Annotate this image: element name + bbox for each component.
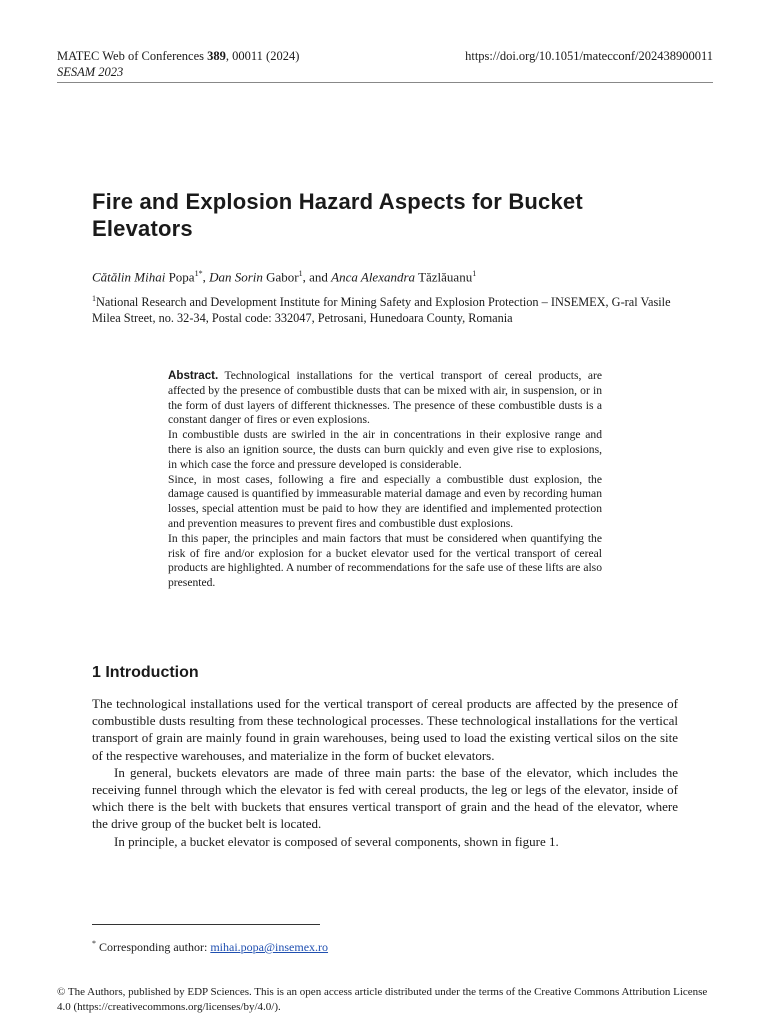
author-superscript: 1	[472, 269, 477, 278]
affiliation-superscript: 1	[92, 294, 96, 303]
body-paragraph: In general, buckets elevators are made of three main parts: the base of the elevator, which includes the receiving funnel through which the elevator is fed with cereal products, the leg or legs of the elevator, inside of which there is the belt with buckets that ensures vertical transport of grain and the head of the elevator, where the drive group of the bucket belt is located.	[92, 764, 678, 832]
section-body	[92, 695, 678, 850]
header-divider	[57, 82, 713, 83]
abstract-paragraph: In this paper, the principles and main factors that must be considered when quantifying the risk of fire and/or explosion for a bucket elevator used for the vertical transport of cereal products are highlighted. A number of recommendations for the safe use of these lifts are also presented.	[168, 531, 602, 590]
author-superscript: 1*	[194, 269, 203, 278]
corresponding-email-link[interactable]: mihai.popa@insemex.ro	[210, 940, 329, 954]
footnote	[92, 936, 328, 955]
author-superscript: 1	[298, 269, 303, 278]
abstract	[168, 369, 602, 591]
author-family-name: Gabor	[266, 269, 299, 285]
conference-name: SESAM 2023	[57, 65, 124, 79]
body-paragraph: The technological installations used for the vertical transport of cereal products are affected by the presence of combustible dusts resulting from these technological processes. These technological installations for the vertical transport of grain are mainly found in grain warehouses, being used to load the existing vertical silos on the site of the respective warehouses, and materialize in the form of bucket elevators.	[92, 696, 678, 763]
affiliation-text: National Research and Development Institute for Mining Safety and Explosion Protection – INSEMEX, G-ral Vasile Milea Street, no. 32-34, Postal code: 332047, Petrosani, Hunedoara County, Romania	[92, 295, 671, 326]
paper-title: Fire and Explosion Hazard Aspects for Bucket Elevators	[92, 189, 583, 241]
journal-citation: MATEC Web of Conferences 389, 00011 (2024)	[57, 49, 300, 63]
doi-link[interactable]: https://doi.org/10.1051/matecconf/202438900011	[465, 49, 713, 63]
author-list	[92, 265, 682, 285]
author-separator: , and	[302, 269, 332, 285]
author-separator: ,	[202, 269, 210, 285]
abstract-label: Abstract.	[168, 369, 219, 382]
license-notice: © The Authors, published by EDP Sciences. This is an open access article distributed under the terms of the Creative Commons Attribution License 4.0 (https://creativecommons.org/licenses/by/4.0/).	[57, 986, 708, 1013]
author-given-name: Anca Alexandra	[331, 269, 416, 285]
affiliation	[92, 291, 682, 326]
section-heading: 1 Introduction	[92, 664, 199, 681]
footnote-label: Corresponding author:	[99, 940, 211, 954]
journal-volume: 389	[207, 49, 226, 63]
abstract-paragraph: In combustible dusts are swirled in the air in concentrations in their explosive range and there is also an ignition source, the dusts can burn quickly and even give rise to explosions, in which case the force and pressure developed is considerable.	[168, 428, 602, 471]
footnote-divider	[92, 924, 320, 925]
abstract-paragraph: Abstract. Technological installations for the vertical transport of cereal products, are affected by the presence of combustible dusts that can be mixed with air, in suspension, or in the form of dust layers of different thicknesses. The presence of these combustible dusts is a constant danger of fires or even explosions.	[168, 369, 602, 427]
author-family-name: Popa	[168, 269, 195, 285]
author-given-name: Cătălin Mihai	[92, 269, 166, 285]
running-header-left	[57, 48, 299, 80]
footnote-mark: *	[92, 939, 96, 948]
body-paragraph: In principle, a bucket elevator is composed of several components, shown in figure 1.	[114, 833, 559, 849]
abstract-paragraph: Since, in most cases, following a fire and especially a combustible dust explosion, the damage caused is quantified by immeasurable material damage and even by recording human losses, special attention must be paid to how they are identified and implemented protection and prevention measures to prevent fires and combustible dust explosions.	[168, 472, 602, 530]
author-given-name: Dan Sorin	[209, 269, 263, 285]
author-family-name: Tăzlăuanu	[418, 269, 473, 285]
